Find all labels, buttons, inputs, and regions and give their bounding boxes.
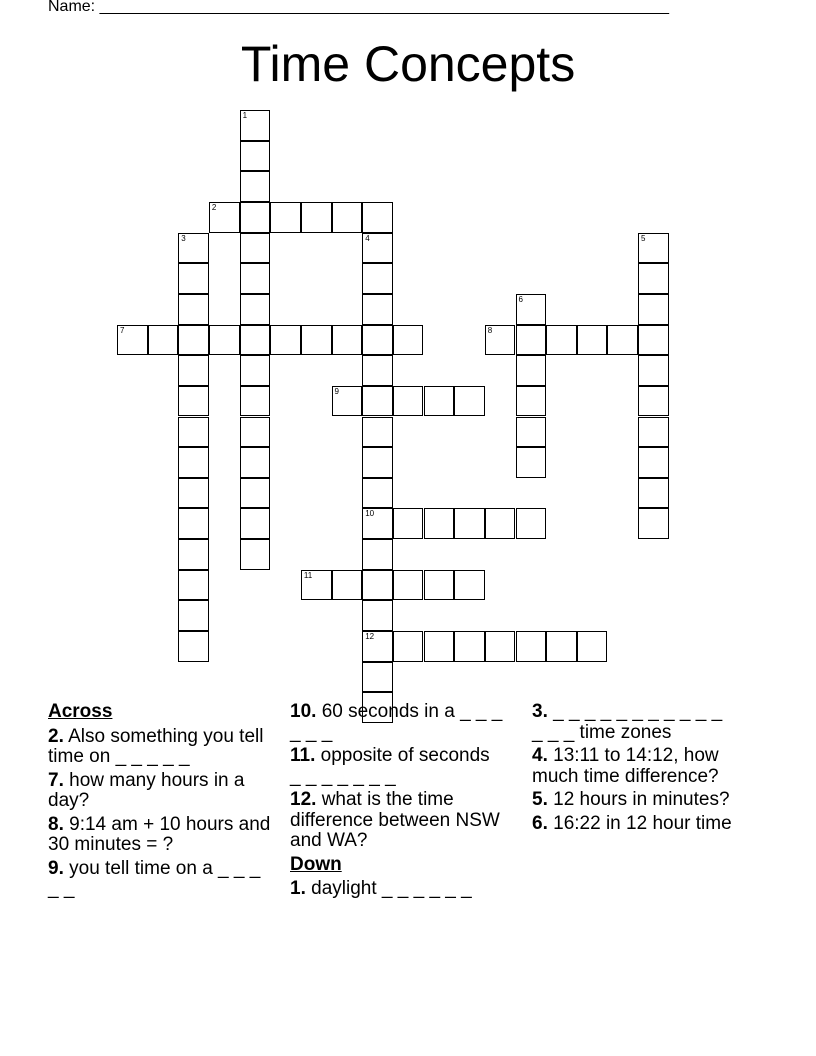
grid-cell[interactable] xyxy=(362,355,393,386)
grid-cell[interactable] xyxy=(240,233,271,264)
grid-cell[interactable] xyxy=(638,294,669,325)
grid-cell[interactable] xyxy=(117,325,148,356)
grid-cell[interactable] xyxy=(240,325,271,356)
grid-cell[interactable] xyxy=(178,386,209,417)
grid-cell[interactable] xyxy=(485,631,516,662)
grid-cell[interactable] xyxy=(332,570,363,601)
grid-cell[interactable] xyxy=(178,631,209,662)
clue-number: 5 xyxy=(641,233,646,243)
grid-cell[interactable] xyxy=(362,263,393,294)
grid-cell[interactable] xyxy=(516,447,547,478)
clue-column-2 xyxy=(290,702,505,903)
across-heading: Across xyxy=(48,701,113,722)
grid-cell[interactable] xyxy=(240,141,271,172)
grid-cell[interactable] xyxy=(240,447,271,478)
clue-number: 10 xyxy=(365,509,375,519)
grid-cell[interactable] xyxy=(424,508,455,539)
grid-cell[interactable] xyxy=(301,570,332,601)
clue-column-1 xyxy=(48,702,273,903)
grid-cell[interactable] xyxy=(516,508,547,539)
grid-cell[interactable] xyxy=(301,202,332,233)
grid-cell[interactable] xyxy=(178,294,209,325)
grid-cell[interactable] xyxy=(638,447,669,478)
grid-cell[interactable] xyxy=(240,171,271,202)
grid-cell[interactable] xyxy=(607,325,638,356)
grid-cell[interactable] xyxy=(393,570,424,601)
grid-cell[interactable] xyxy=(516,325,547,356)
grid-cell[interactable] xyxy=(362,631,393,662)
grid-cell[interactable] xyxy=(178,447,209,478)
grid-cell[interactable] xyxy=(454,631,485,662)
clue-number: 11 xyxy=(303,570,313,580)
grid-cell[interactable] xyxy=(240,294,271,325)
grid-cell[interactable] xyxy=(638,386,669,417)
grid-cell[interactable] xyxy=(178,508,209,539)
grid-cell[interactable] xyxy=(516,294,547,325)
clue-down-1: 1. daylight _ _ _ _ _ _ xyxy=(290,878,472,899)
grid-cell[interactable] xyxy=(362,386,393,417)
grid-cell[interactable] xyxy=(362,233,393,264)
grid-cell[interactable] xyxy=(362,539,393,570)
grid-cell[interactable] xyxy=(178,539,209,570)
grid-cell[interactable] xyxy=(240,263,271,294)
grid-cell[interactable] xyxy=(362,478,393,509)
grid-cell[interactable] xyxy=(270,202,301,233)
grid-cell[interactable] xyxy=(424,631,455,662)
grid-cell[interactable] xyxy=(178,570,209,601)
grid-cell[interactable] xyxy=(148,325,179,356)
clue-number: 4 xyxy=(365,233,370,243)
grid-cell[interactable] xyxy=(516,386,547,417)
grid-cell[interactable] xyxy=(240,386,271,417)
grid-cell[interactable] xyxy=(332,202,363,233)
clue-down-4: 4. 13:11 to 14:12, how much time difference? xyxy=(532,745,719,787)
grid-cell[interactable] xyxy=(362,202,393,233)
grid-cell[interactable] xyxy=(362,662,393,693)
grid-cell[interactable] xyxy=(178,600,209,631)
grid-cell[interactable] xyxy=(178,325,209,356)
grid-cell[interactable] xyxy=(393,325,424,356)
grid-cell[interactable] xyxy=(240,417,271,448)
grid-cell[interactable] xyxy=(638,478,669,509)
grid-cell[interactable] xyxy=(240,355,271,386)
grid-cell[interactable] xyxy=(638,355,669,386)
grid-cell[interactable] xyxy=(638,233,669,264)
grid-cell[interactable] xyxy=(362,447,393,478)
grid-cell[interactable] xyxy=(332,325,363,356)
grid-cell[interactable] xyxy=(454,570,485,601)
clue-number: 3 xyxy=(181,233,186,243)
grid-cell[interactable] xyxy=(332,386,363,417)
grid-cell[interactable] xyxy=(301,325,332,356)
grid-cell[interactable] xyxy=(546,325,577,356)
grid-cell[interactable] xyxy=(178,263,209,294)
grid-cell[interactable] xyxy=(546,631,577,662)
grid-cell[interactable] xyxy=(362,325,393,356)
grid-cell[interactable] xyxy=(240,110,271,141)
clue-down-5: 5. 12 hours in minutes? xyxy=(532,789,730,810)
grid-cell[interactable] xyxy=(424,570,455,601)
grid-cell[interactable] xyxy=(240,478,271,509)
grid-cell[interactable] xyxy=(209,325,240,356)
grid-cell[interactable] xyxy=(362,570,393,601)
grid-cell[interactable] xyxy=(240,202,271,233)
grid-cell[interactable] xyxy=(577,631,608,662)
grid-cell[interactable] xyxy=(638,325,669,356)
grid-cell[interactable] xyxy=(362,508,393,539)
clue-across-2: 2. Also something you tell time on _ _ _ _ _ xyxy=(48,725,264,767)
clue-number: 6 xyxy=(518,294,523,304)
clue-across-10: 10. 60 seconds in a _ _ _ _ _ _ xyxy=(290,701,503,743)
clue-across-7: 7. how many hours in a day? xyxy=(48,769,245,811)
clue-column-3 xyxy=(532,702,737,837)
grid-cell[interactable] xyxy=(638,508,669,539)
grid-cell[interactable] xyxy=(516,355,547,386)
clue-across-8: 8. 9:14 am + 10 hours and 30 minutes = ? xyxy=(48,813,271,855)
grid-cell[interactable] xyxy=(178,478,209,509)
grid-cell[interactable] xyxy=(393,631,424,662)
grid-cell[interactable] xyxy=(240,508,271,539)
grid-cell[interactable] xyxy=(240,539,271,570)
grid-cell[interactable] xyxy=(638,417,669,448)
down-heading: Down xyxy=(290,853,342,875)
clue-across-12: 12. what is the time difference between NSW and WA? xyxy=(290,789,500,851)
grid-cell[interactable] xyxy=(393,386,424,417)
grid-cell[interactable] xyxy=(454,508,485,539)
grid-cell[interactable] xyxy=(485,508,516,539)
puzzle-title: Time Concepts xyxy=(240,36,576,92)
clue-number: 8 xyxy=(487,325,493,335)
clue-number: 1 xyxy=(242,111,248,120)
grid-cell[interactable] xyxy=(485,325,516,356)
grid-cell[interactable] xyxy=(424,386,455,417)
clue-down-6: 6. 16:22 in 12 hour time xyxy=(532,812,732,834)
clue-across-11: 11. opposite of seconds _ _ _ _ _ _ _ xyxy=(290,745,490,787)
grid-cell[interactable] xyxy=(577,325,608,356)
clue-across-9: 9. you tell time on a _ _ _ _ _ xyxy=(48,857,261,899)
grid-cell[interactable] xyxy=(362,600,393,631)
clue-down-3: 3. _ _ _ _ _ _ _ _ _ _ _ _ _ _ time zones xyxy=(532,701,723,743)
clue-number: 2 xyxy=(211,202,217,212)
grid-cell[interactable] xyxy=(178,417,209,448)
grid-cell[interactable] xyxy=(209,202,240,233)
grid-cell[interactable] xyxy=(178,233,209,264)
clue-number: 9 xyxy=(334,386,339,396)
grid-cell[interactable] xyxy=(362,294,393,325)
name-field-line[interactable]: Name: ________________________________________________________________ xyxy=(48,0,670,15)
grid-cell[interactable] xyxy=(362,417,393,448)
grid-cell[interactable] xyxy=(393,508,424,539)
grid-cell[interactable] xyxy=(270,325,301,356)
grid-cell[interactable] xyxy=(516,631,547,662)
grid-cell[interactable] xyxy=(516,417,547,448)
grid-cell[interactable] xyxy=(638,263,669,294)
grid-cell[interactable] xyxy=(454,386,485,417)
clue-number: 12 xyxy=(365,632,375,641)
grid-cell[interactable] xyxy=(178,355,209,386)
clue-number: 7 xyxy=(120,325,125,335)
